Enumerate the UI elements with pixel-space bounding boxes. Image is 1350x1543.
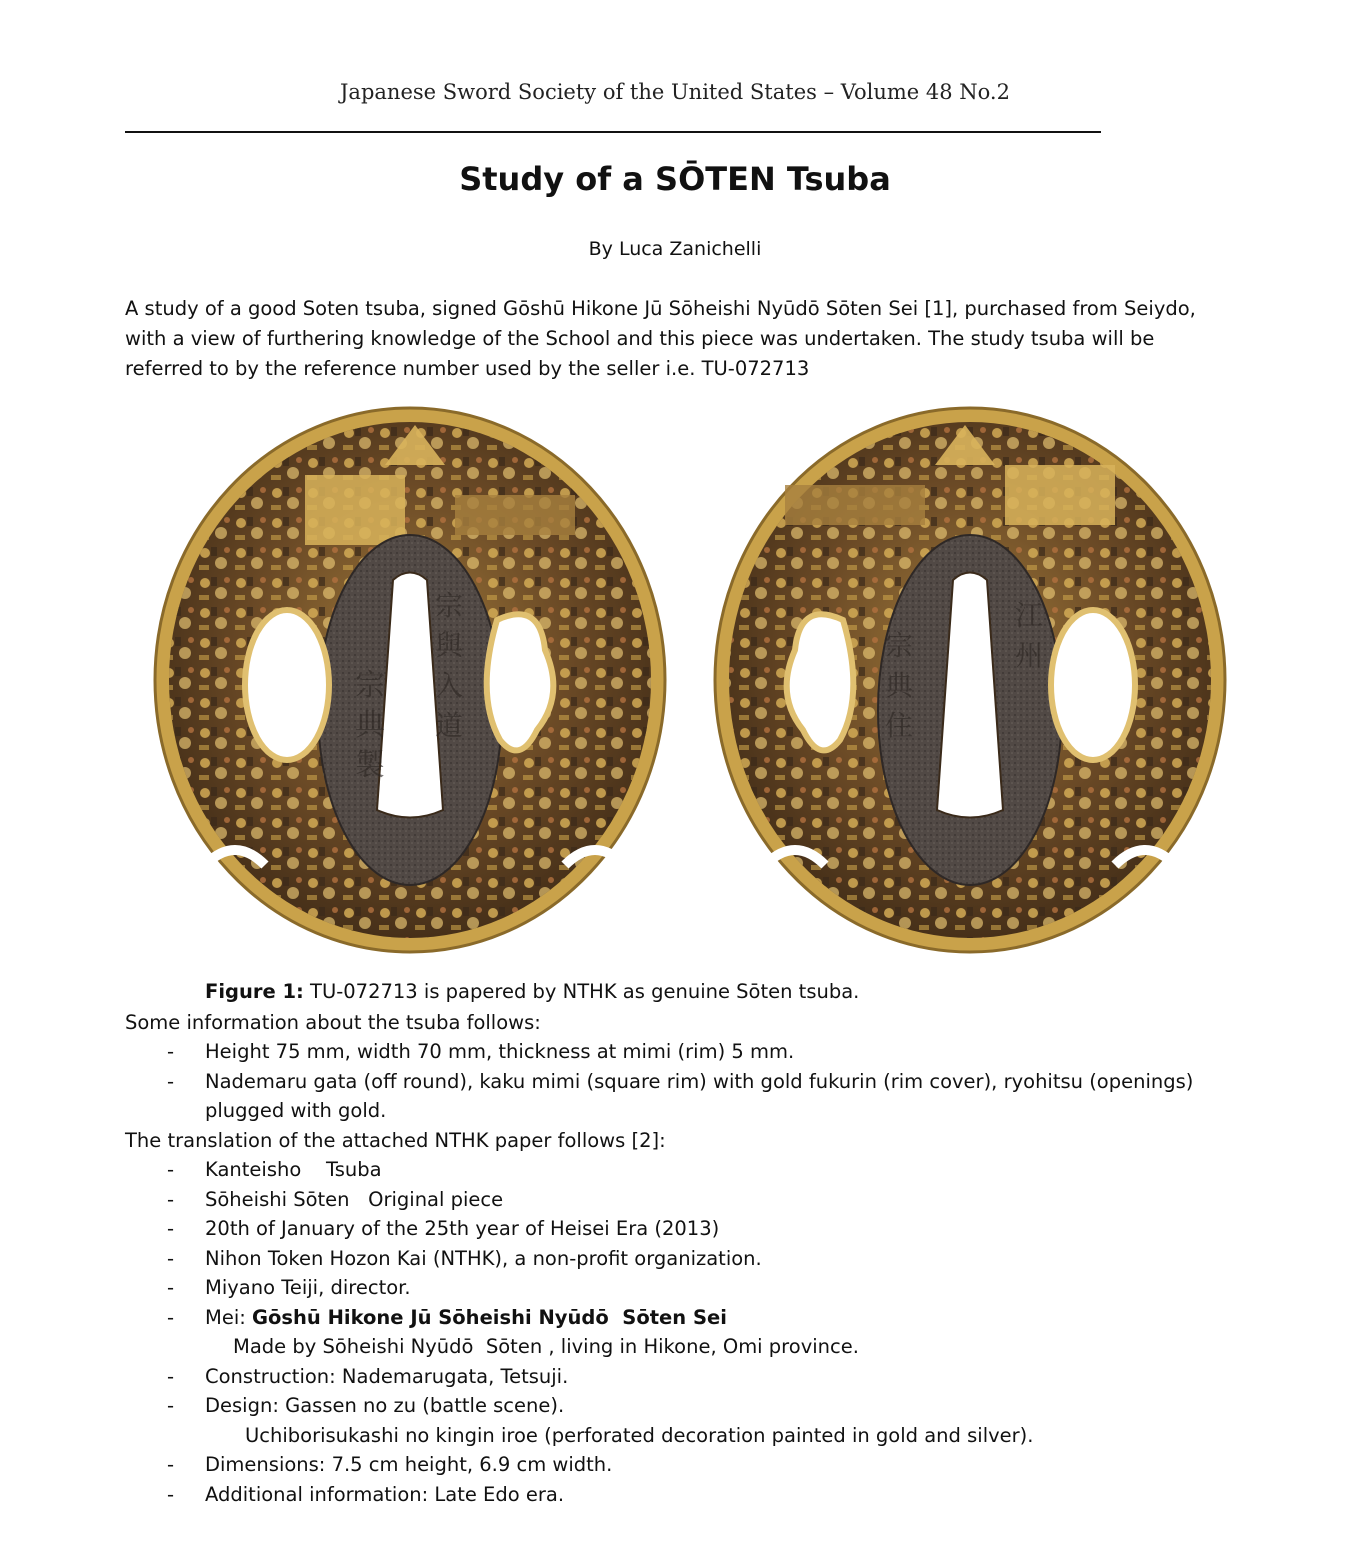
info-intro: Some information about the tsuba follows:: [125, 1011, 541, 1034]
svg-text:宗: 宗: [355, 668, 385, 703]
running-header: Japanese Sword Society of the United States – Volume 48 No.2: [340, 80, 1010, 104]
paper-list: [125, 1155, 1235, 1509]
list-item: - Nihon Token Hozon Kai (NTHK), a non-profit organization.: [167, 1246, 762, 1270]
intro-paragraph: A study of a good Soten tsuba, signed Gōshū Hikone Jū Sōheishi Nyūdō Sōten Sei [1], purchased from Seiydo, with a view of furthering knowledge of the School and this piece was undertaken. The study tsuba will be referred to by the reference number used by the seller i.e. TU-072713: [125, 297, 1196, 380]
svg-text:道: 道: [435, 709, 464, 742]
header-rule: [125, 131, 1101, 133]
byline: By Luca Zanichelli: [588, 238, 762, 260]
list-item-design: - Design: Gassen no zu (battle scene). Uchiborisukashi no kingin iroe (perforated decoration painted in gold and silver).: [125, 1391, 1235, 1450]
svg-text:典: 典: [885, 669, 914, 702]
mei-note: Made by Sōheishi Nyūdō Sōten , living in Hikone, Omi province.: [233, 1335, 859, 1358]
list-item: - Miyano Teiji, director.: [167, 1276, 411, 1299]
svg-text:與: 與: [435, 629, 464, 662]
list-item: - Additional information: Late Edo era.: [167, 1482, 565, 1506]
tsuba-illustration: [125, 395, 1235, 955]
list-item: - Dimensions: 7.5 cm height, 6.9 cm width.: [167, 1453, 613, 1476]
svg-text:州: 州: [1015, 639, 1044, 672]
figure-caption: [205, 980, 859, 1003]
svg-text:典: 典: [355, 708, 385, 743]
tsuba-back: [715, 408, 1225, 952]
tsuba-front: [155, 408, 665, 952]
figure-tsuba-photo: [125, 395, 1235, 955]
list-item: - Nademaru gata (off round), kaku mimi (square rim) with gold fukurin (rim cover), ryohitsu (openings) plugged with gold.: [167, 1069, 1194, 1122]
svg-text:江: 江: [1015, 599, 1044, 632]
article-title: Study of a SŌTEN Tsuba: [459, 160, 891, 198]
list-item-mei: - Mei: Gōshū Hikone Jū Sōheishi Nyūdō Sōten Sei Made by Sōheishi Nyūdō Sōten , living in Hikone, Omi province.: [125, 1303, 1235, 1362]
svg-text:製: 製: [355, 748, 385, 783]
svg-text:宗: 宗: [885, 629, 914, 662]
svg-text:住: 住: [885, 709, 914, 742]
list-item: - Kanteisho Tsuba: [167, 1158, 382, 1181]
list-item: - Height 75 mm, width 70 mm, thickness at mimi (rim) 5 mm.: [167, 1040, 795, 1063]
caption-text: TU-072713 is papered by NTHK as genuine Sōten tsuba.: [303, 980, 860, 1003]
svg-text:宗: 宗: [435, 589, 464, 622]
caption-label: Figure 1:: [205, 980, 304, 1003]
paper-intro: The translation of the attached NTHK paper follows [2]:: [125, 1129, 666, 1152]
list-item: - 20th of January of the 25th year of Heisei Era (2013): [167, 1217, 720, 1240]
info-list: [125, 1037, 1235, 1126]
list-item: - Construction: Nademarugata, Tetsuji.: [167, 1364, 569, 1388]
svg-text:入: 入: [435, 669, 464, 702]
list-item: - Sōheishi Sōten Original piece: [167, 1187, 504, 1211]
design-note: Uchiborisukashi no kingin iroe (perforated decoration painted in gold and silver).: [245, 1423, 1034, 1447]
